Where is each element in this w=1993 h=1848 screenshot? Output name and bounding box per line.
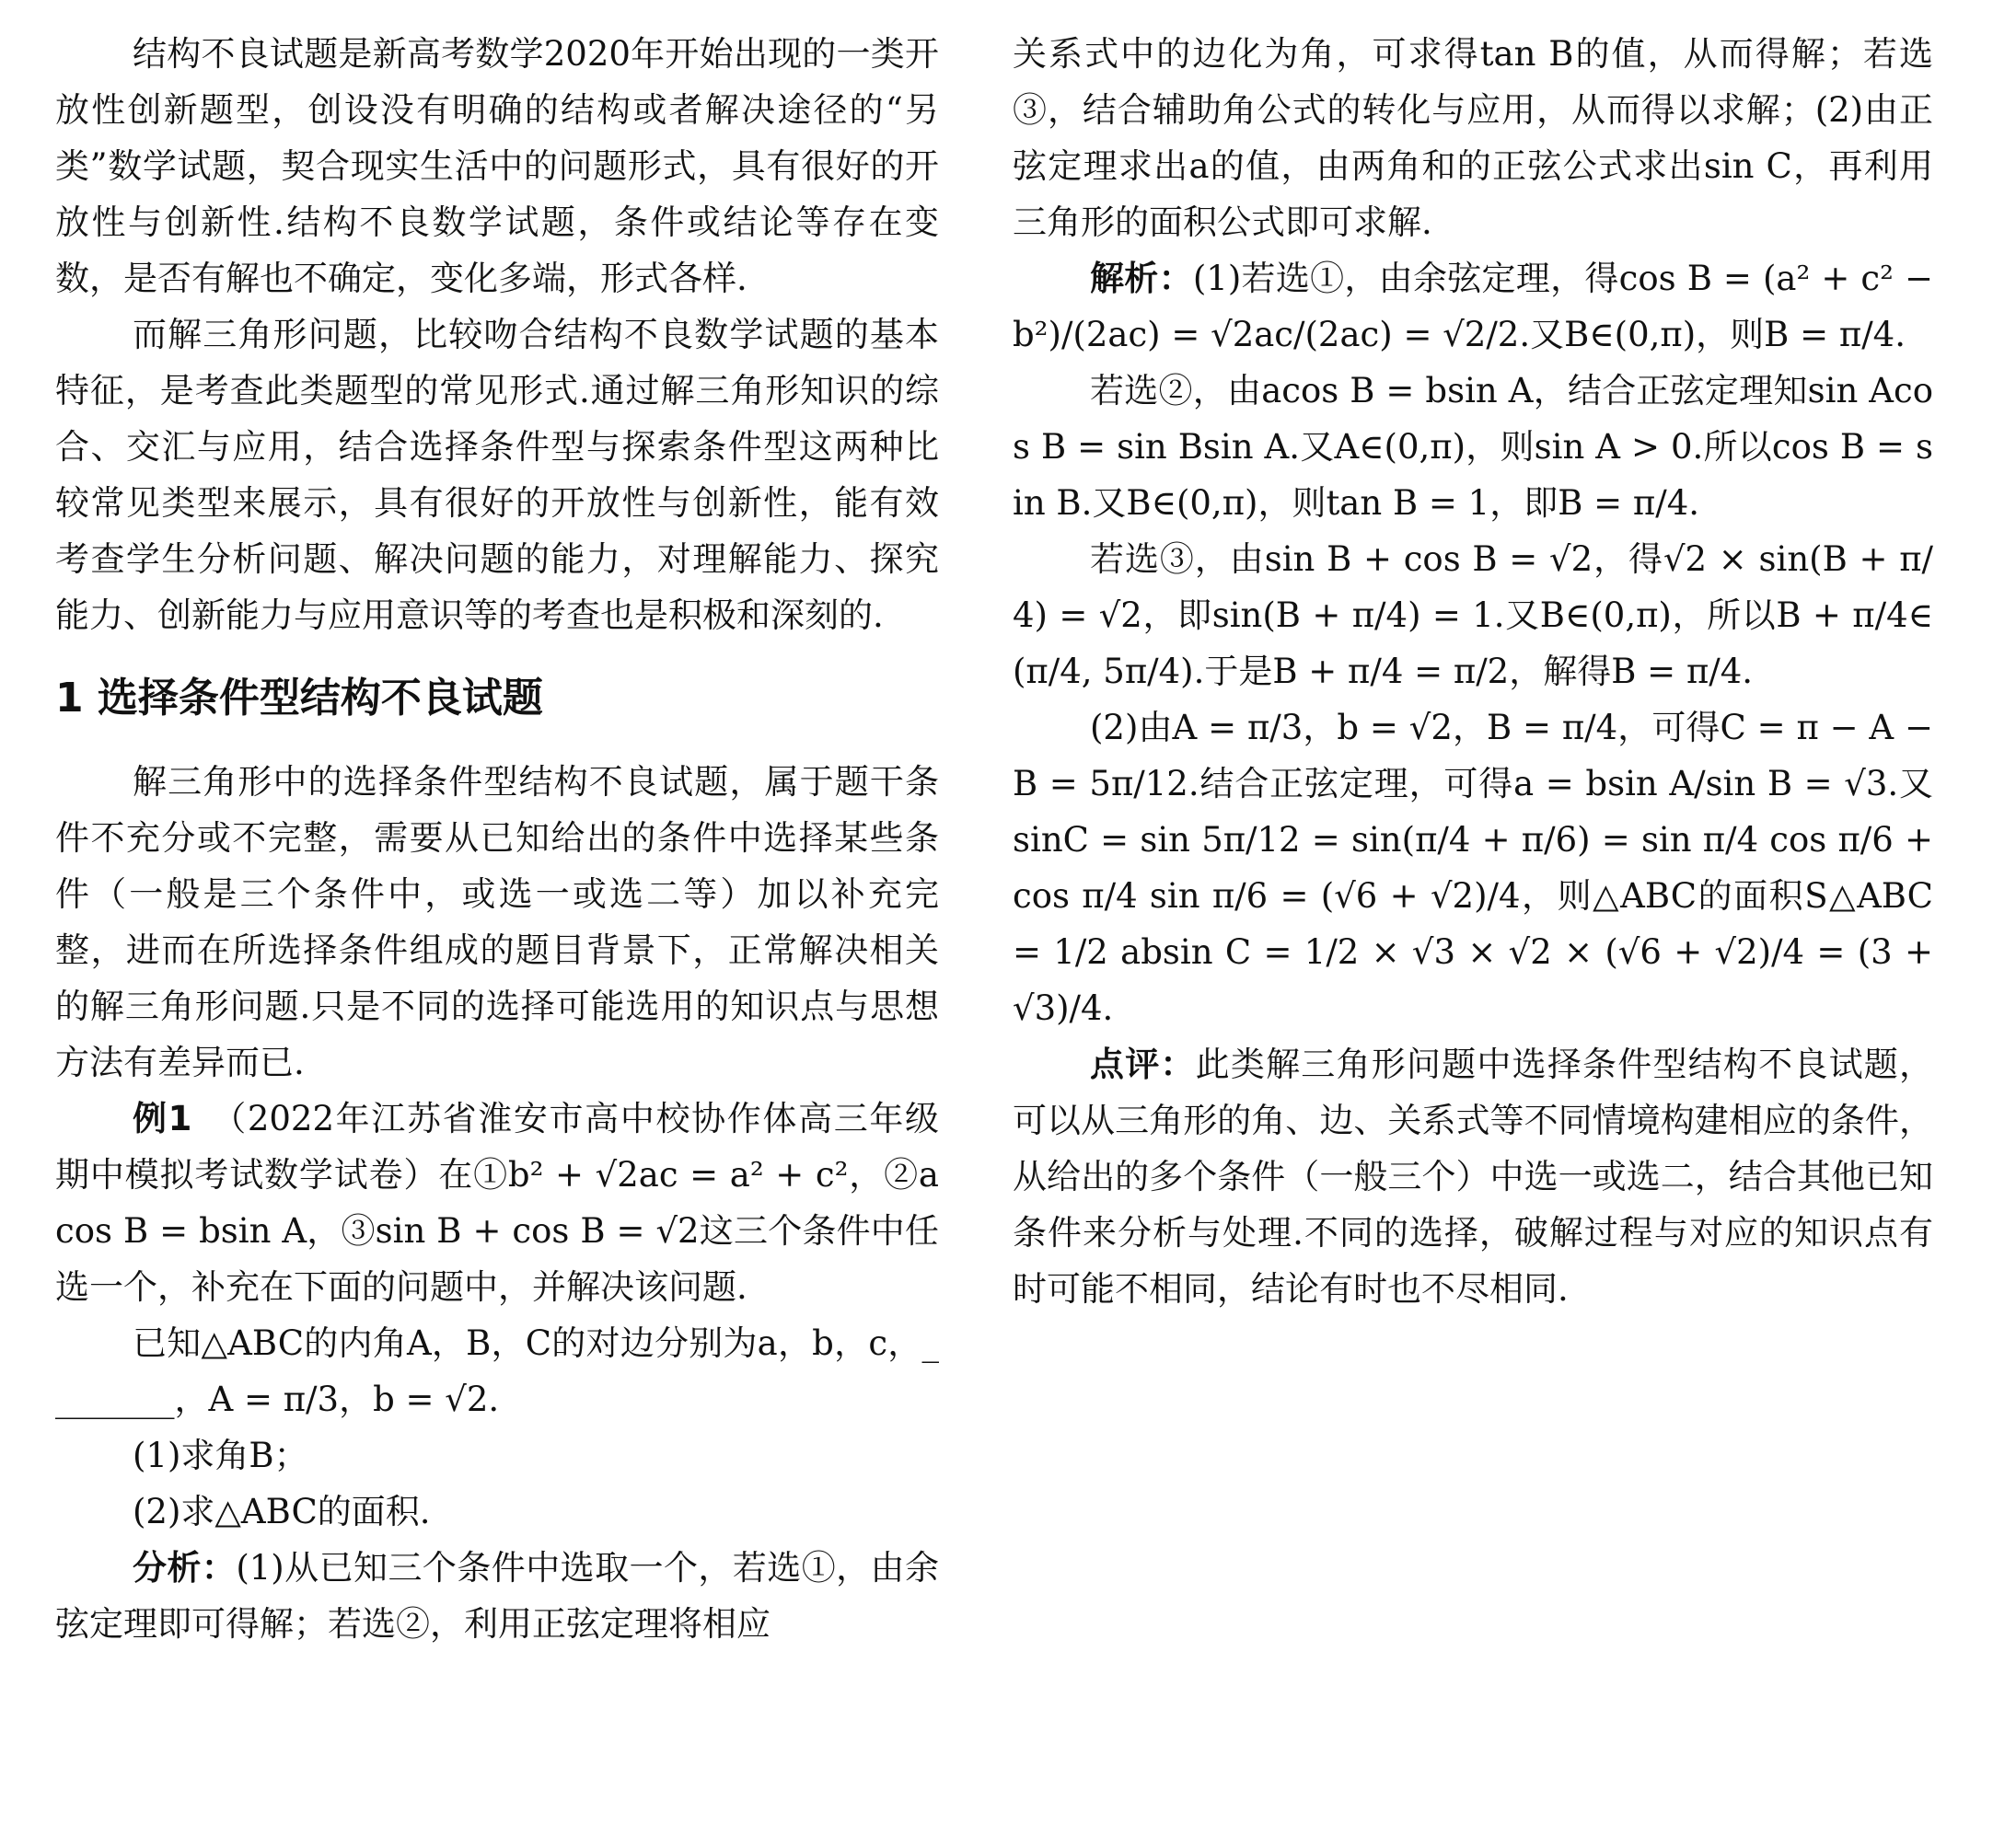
- example-source: [55, 1091, 939, 1315]
- left-column: [55, 26, 939, 1652]
- question-2: (2)求△ABC的面积.: [133, 1492, 431, 1531]
- comment-text: 此类解三角形问题中选择条件型结构不良试题，可以从三角形的角、边、关系式等不同情境构建相应的条件，从给出的多个条件（一般三个）中选一或选二，结合其他已知条件来分析与处理.不同的选择，破解过程与对应的知识点有时可能不相同，结论有时也不尽相同.: [1013, 1045, 1934, 1309]
- analysis-continued: 关系式中的边化为角，可求得tan B的值，从而得解；若选③，结合辅助角公式的转化与应用，从而得以求解；(2)由正弦定理求出a的值，由两角和的正弦公式求出sin C，再利用三角形的面积公式即可求解.: [1013, 34, 1933, 242]
- solution-label: 解析：: [1090, 259, 1193, 298]
- question-1: (1)求角B；: [133, 1436, 308, 1475]
- solution-part1: [1013, 250, 1933, 363]
- right-column: [1013, 26, 1933, 1317]
- solution-option2: 若选②，由acos B = bsin A，结合正弦定理知sin Acos B = sin Bsin A.又A∈(0,π)，则sin A > 0.所以cos B = sin B.又B∈(0,π)，则tan B = 1，即B = π/4.: [1013, 371, 1933, 523]
- example-source-text: （2022年江苏省淮安市高中校协作体高三年级期中模拟考试数学试卷）在①b² + √2ac = a² + c²，②acos B = bsin A，③sin B + cos B = √2这三个条件中任选一个，补充在下面的问题中，并解决该问题.: [55, 1099, 940, 1307]
- analysis-text: (1)从已知三个条件中选取一个，若选①，由余弦定理即可得解；若选②，利用正弦定理将相应: [55, 1548, 939, 1644]
- comment-label: 点评：: [1090, 1045, 1196, 1084]
- analysis-label: 分析：: [133, 1548, 237, 1588]
- solution-part2: (2)由A = π/3，b = √2，B = π/4，可得C = π − A − B = 5π/12.结合正弦定理，可得a = bsin A/sin B = √3.又sinC = sin 5π/12 = sin(π/4 + π/6) = sin π/4 cos π/6 + cos π/4 sin π/6 = (√6 + √2)/4，则△ABC的面积S△ABC = 1/2 absin C = 1/2 × √3 × √2 × (√6 + √2)/4 = (3 + √3)/4.: [1013, 708, 1933, 1028]
- example-label: 例1: [133, 1099, 192, 1138]
- intro-paragraph: 结构不良试题是新高考数学2020年开始出现的一类开放性创新题型，创设没有明确的结构或者解决途径的“另类”数学试题，契合现实生活中的问题形式，具有很好的开放性与创新性.结构不良数学试题，条件或结论等存在变数，是否有解也不确定，变化多端，形式各样.: [55, 34, 939, 298]
- background-paragraph: 而解三角形问题，比较吻合结构不良数学试题的基本特征，是考查此类题型的常见形式.通过解三角形知识的综合、交汇与应用，结合选择条件型与探索条件型这两种比较常见类型来展示，具有很好的开放性与创新性，能有效考查学生分析问题、解决问题的能力，对理解能力、探究能力、创新能力与应用意识等的考查也是积极和深刻的.: [55, 315, 939, 635]
- section-paragraph: 解三角形中的选择条件型结构不良试题，属于题干条件不充分或不完整，需要从已知给出的条件中选择某些条件（一般是三个条件中，或选一或选二等）加以补充完整，进而在所选择条件组成的题目背景下，正常解决相关的解三角形问题.只是不同的选择可能选用的知识点与思想方法有差异而已.: [55, 762, 939, 1082]
- comment-paragraph: [1013, 1036, 1933, 1317]
- example-given: 已知△ABC的内角A，B，C的对边分别为a，b，c，________，A = π/3，b = √2.: [55, 1323, 939, 1419]
- solution-part1-text: (1)若选①，由余弦定理，得cos B = (a² + c² − b²)/(2ac) = √2ac/(2ac) = √2/2.又B∈(0,π)，则B = π/4.: [1013, 259, 1934, 354]
- solution-option3: 若选③，由sin B + cos B = √2，得√2 × sin(B + π/4) = √2，即sin(B + π/4) = 1.又B∈(0,π)，所以B + π/4∈(π/4, 5π/4).于是B + π/4 = π/2，解得B = π/4.: [1013, 539, 1933, 691]
- section-heading: 1 选择条件型结构不良试题: [55, 675, 543, 722]
- analysis-paragraph: [55, 1540, 939, 1652]
